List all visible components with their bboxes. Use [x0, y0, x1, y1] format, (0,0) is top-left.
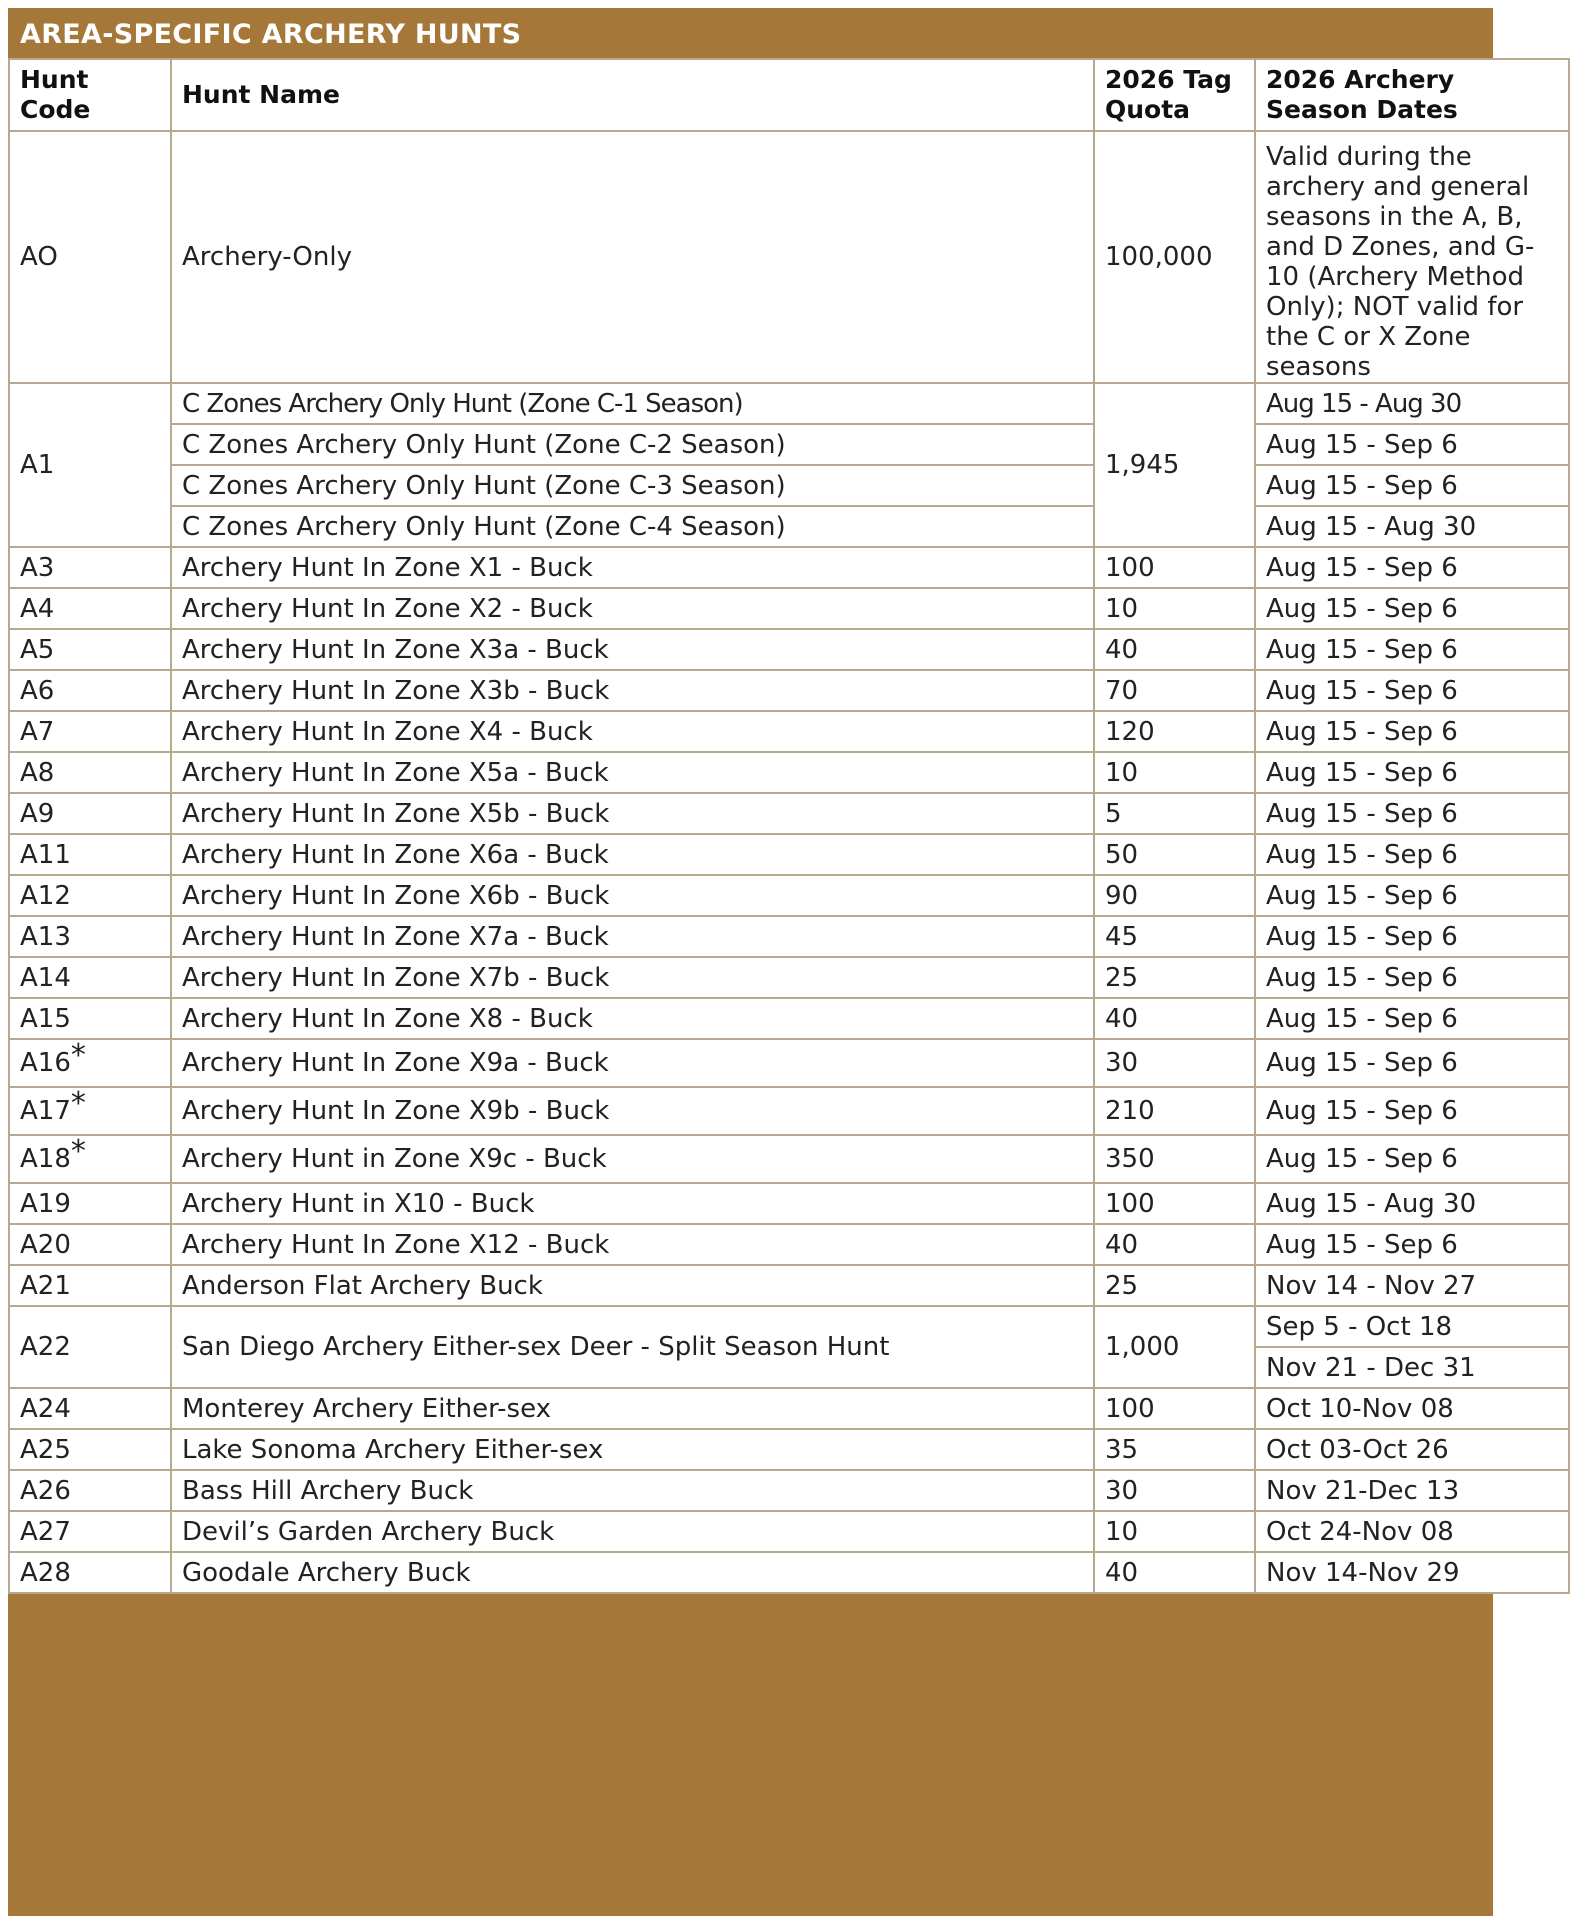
- table-row: [9, 1511, 1569, 1552]
- season-dates-cell: Aug 15 - Sep 6: [1255, 793, 1569, 834]
- asterisk-mark: *: [70, 1038, 86, 1073]
- table-row: [9, 1306, 1569, 1347]
- hunt-code-cell: A5: [9, 629, 171, 670]
- season-dates-cell: Aug 15 - Sep 6: [1255, 465, 1569, 506]
- table-row: [9, 793, 1569, 834]
- tag-quota-cell: 100,000: [1094, 131, 1255, 383]
- tag-quota-cell: 10: [1094, 1511, 1255, 1552]
- hunt-name-cell: Archery Hunt In Zone X6b - Buck: [171, 875, 1094, 916]
- hunt-code-cell: A26: [9, 1470, 171, 1511]
- tag-quota-cell: 25: [1094, 957, 1255, 998]
- table-row: [9, 1265, 1569, 1306]
- hunt-name-cell: Archery Hunt In Zone X9b - Buck: [171, 1087, 1094, 1135]
- table-row: [9, 1552, 1569, 1593]
- season-dates-cell: Oct 24-Nov 08: [1255, 1511, 1569, 1552]
- hunt-code-cell: A24: [9, 1388, 171, 1429]
- tag-quota-cell: 90: [1094, 875, 1255, 916]
- table-row: [9, 1087, 1569, 1135]
- table-row: [9, 1224, 1569, 1265]
- hunt-name-cell: Archery Hunt In Zone X4 - Buck: [171, 711, 1094, 752]
- season-dates-cell: Nov 21 - Dec 31: [1255, 1347, 1569, 1388]
- season-dates-cell: Aug 15 - Sep 6: [1255, 998, 1569, 1039]
- hunt-name-cell: Archery Hunt In Zone X1 - Buck: [171, 547, 1094, 588]
- tag-quota-cell: 10: [1094, 588, 1255, 629]
- hunt-name-cell: Archery Hunt in Zone X9c - Buck: [171, 1135, 1094, 1183]
- hunt-code-cell: [9, 1135, 171, 1183]
- hunt-name-cell: Devil’s Garden Archery Buck: [171, 1511, 1094, 1552]
- tag-quota-cell: 350: [1094, 1135, 1255, 1183]
- season-dates-cell: Aug 15 - Sep 6: [1255, 670, 1569, 711]
- hunt-code-cell: AO: [9, 131, 171, 383]
- table-row: [9, 1183, 1569, 1224]
- hunts-table: [8, 58, 1570, 1594]
- table-row: [9, 875, 1569, 916]
- hunt-code-cell: A15: [9, 998, 171, 1039]
- season-dates-cell: Aug 15 - Sep 6: [1255, 711, 1569, 752]
- header-hunt-code: Hunt Code: [9, 59, 171, 131]
- hunt-name-cell: C Zones Archery Only Hunt (Zone C-2 Season): [171, 424, 1094, 465]
- hunt-name-cell: Archery Hunt In Zone X5b - Buck: [171, 793, 1094, 834]
- header-tag-quota: 2026 Tag Quota: [1094, 59, 1255, 131]
- season-dates-cell: Valid during the archery and general seasons in the A, B, and D Zones, and G-10 (Archery Method Only); NOT valid for the C or X Zone seasons: [1255, 131, 1569, 383]
- tag-quota-cell: 100: [1094, 1183, 1255, 1224]
- tag-quota-cell: 100: [1094, 547, 1255, 588]
- hunt-code-cell: A3: [9, 547, 171, 588]
- hunt-name-cell: C Zones Archery Only Hunt (Zone C-1 Season): [171, 383, 1094, 424]
- hunt-name-cell: Lake Sonoma Archery Either-sex: [171, 1429, 1094, 1470]
- hunt-name-cell: Bass Hill Archery Buck: [171, 1470, 1094, 1511]
- hunt-code-cell: A12: [9, 875, 171, 916]
- asterisk-mark: *: [70, 1086, 86, 1121]
- season-dates-cell: Aug 15 - Sep 6: [1255, 1039, 1569, 1087]
- hunt-name-cell: Archery Hunt in X10 - Buck: [171, 1183, 1094, 1224]
- table-row: [9, 424, 1569, 465]
- tag-quota-cell: 5: [1094, 793, 1255, 834]
- table-row: [9, 465, 1569, 506]
- hunt-name-cell: Archery Hunt In Zone X5a - Buck: [171, 752, 1094, 793]
- tag-quota-cell: 10: [1094, 752, 1255, 793]
- season-dates-cell: Aug 15 - Aug 30: [1255, 1183, 1569, 1224]
- tag-quota-cell: 25: [1094, 1265, 1255, 1306]
- tag-quota-cell: 45: [1094, 916, 1255, 957]
- hunt-name-cell: Archery Hunt In Zone X3a - Buck: [171, 629, 1094, 670]
- hunt-name-cell: Archery Hunt In Zone X3b - Buck: [171, 670, 1094, 711]
- tag-quota-cell: 30: [1094, 1470, 1255, 1511]
- tag-quota-cell: 35: [1094, 1429, 1255, 1470]
- hunt-code-cell: A28: [9, 1552, 171, 1593]
- hunt-name-cell: Archery Hunt In Zone X7a - Buck: [171, 916, 1094, 957]
- tag-quota-cell: 50: [1094, 834, 1255, 875]
- table-row: [9, 957, 1569, 998]
- season-dates-cell: Oct 03-Oct 26: [1255, 1429, 1569, 1470]
- hunt-name-cell: C Zones Archery Only Hunt (Zone C-3 Season): [171, 465, 1094, 506]
- season-dates-cell: Aug 15 - Aug 30: [1255, 506, 1569, 547]
- season-dates-cell: Aug 15 - Sep 6: [1255, 752, 1569, 793]
- table-row: [9, 383, 1569, 424]
- table-row: [9, 131, 1569, 383]
- season-dates-cell: Aug 15 - Sep 6: [1255, 834, 1569, 875]
- season-dates-cell: Aug 15 - Sep 6: [1255, 1135, 1569, 1183]
- hunt-name-cell: Archery Hunt In Zone X6a - Buck: [171, 834, 1094, 875]
- tag-quota-cell: 40: [1094, 998, 1255, 1039]
- hunt-name-cell: Archery Hunt In Zone X2 - Buck: [171, 588, 1094, 629]
- table-row: [9, 998, 1569, 1039]
- hunt-name-cell: C Zones Archery Only Hunt (Zone C-4 Season): [171, 506, 1094, 547]
- tag-quota-cell: 120: [1094, 711, 1255, 752]
- tag-quota-cell: 210: [1094, 1087, 1255, 1135]
- tag-quota-cell: 100: [1094, 1388, 1255, 1429]
- hunt-code-cell: A21: [9, 1265, 171, 1306]
- table-row: [9, 547, 1569, 588]
- season-dates-cell: Aug 15 - Sep 6: [1255, 547, 1569, 588]
- season-dates-cell: Sep 5 - Oct 18: [1255, 1306, 1569, 1347]
- table-row: [9, 1388, 1569, 1429]
- tag-quota-cell: 40: [1094, 629, 1255, 670]
- table-row: [9, 834, 1569, 875]
- hunt-name-cell: Goodale Archery Buck: [171, 1552, 1094, 1593]
- season-dates-cell: Aug 15 - Sep 6: [1255, 1087, 1569, 1135]
- tag-quota-cell: 30: [1094, 1039, 1255, 1087]
- table-row: [9, 916, 1569, 957]
- asterisk-mark: *: [70, 1134, 86, 1169]
- hunt-code-cell: A7: [9, 711, 171, 752]
- hunt-name-cell: Archery Hunt In Zone X8 - Buck: [171, 998, 1094, 1039]
- hunt-code-cell: [9, 1039, 171, 1087]
- season-dates-cell: Aug 15 - Sep 6: [1255, 424, 1569, 465]
- hunt-code-cell: A11: [9, 834, 171, 875]
- hunt-name-cell: San Diego Archery Either-sex Deer - Split Season Hunt: [171, 1306, 1094, 1388]
- table-row: [9, 588, 1569, 629]
- archery-hunts-table-panel: [8, 8, 1535, 1916]
- hunt-name-cell: Anderson Flat Archery Buck: [171, 1265, 1094, 1306]
- table-row: [9, 670, 1569, 711]
- season-dates-cell: Nov 14 - Nov 27: [1255, 1265, 1569, 1306]
- hunt-code: A17: [20, 1096, 71, 1126]
- hunt-code-cell: A13: [9, 916, 171, 957]
- season-dates-cell: Nov 21-Dec 13: [1255, 1470, 1569, 1511]
- hunt-code: A18: [20, 1144, 71, 1174]
- table-row: [9, 1429, 1569, 1470]
- season-dates-cell: Aug 15 - Sep 6: [1255, 1224, 1569, 1265]
- table-row: [9, 1470, 1569, 1511]
- season-dates-cell: Aug 15 - Sep 6: [1255, 588, 1569, 629]
- hunt-code-cell: A22: [9, 1306, 171, 1388]
- season-dates-cell: Aug 15 - Sep 6: [1255, 916, 1569, 957]
- header-season-dates: 2026 Archery Season Dates: [1255, 59, 1569, 131]
- tag-quota-cell: 1,945: [1094, 383, 1255, 547]
- table-row: [9, 1135, 1569, 1183]
- table-row: [9, 711, 1569, 752]
- tag-quota-cell: 40: [1094, 1224, 1255, 1265]
- hunt-name-cell: Archery Hunt In Zone X7b - Buck: [171, 957, 1094, 998]
- header-hunt-name: Hunt Name: [171, 59, 1094, 131]
- hunt-code-cell: A4: [9, 588, 171, 629]
- hunt-name-cell: Archery Hunt In Zone X12 - Buck: [171, 1224, 1094, 1265]
- hunt-code-cell: A9: [9, 793, 171, 834]
- hunt-code-cell: A8: [9, 752, 171, 793]
- table-row: [9, 629, 1569, 670]
- table-row: [9, 506, 1569, 547]
- season-dates-cell: Aug 15 - Aug 30: [1255, 383, 1569, 424]
- header-row: [9, 59, 1569, 131]
- hunt-code: A16: [20, 1048, 71, 1078]
- table-row: [9, 1039, 1569, 1087]
- season-dates-cell: Aug 15 - Sep 6: [1255, 875, 1569, 916]
- hunt-code-cell: A14: [9, 957, 171, 998]
- hunt-code-cell: A27: [9, 1511, 171, 1552]
- hunt-code-cell: [9, 1087, 171, 1135]
- tag-quota-cell: 1,000: [1094, 1306, 1255, 1388]
- table-title: AREA-SPECIFIC ARCHERY HUNTS: [20, 19, 522, 50]
- tag-quota-cell: 40: [1094, 1552, 1255, 1593]
- tag-quota-cell: 70: [1094, 670, 1255, 711]
- hunt-code-cell: A6: [9, 670, 171, 711]
- table-row: [9, 752, 1569, 793]
- hunt-name-cell: Monterey Archery Either-sex: [171, 1388, 1094, 1429]
- season-dates-cell: Oct 10-Nov 08: [1255, 1388, 1569, 1429]
- hunt-code-cell: A19: [9, 1183, 171, 1224]
- hunt-name-cell: Archery-Only: [171, 131, 1094, 383]
- hunt-code-cell: A1: [9, 383, 171, 547]
- season-dates-cell: Nov 14-Nov 29: [1255, 1552, 1569, 1593]
- season-dates-cell: Aug 15 - Sep 6: [1255, 957, 1569, 998]
- hunt-code-cell: A25: [9, 1429, 171, 1470]
- hunt-name-cell: Archery Hunt In Zone X9a - Buck: [171, 1039, 1094, 1087]
- season-dates-cell: Aug 15 - Sep 6: [1255, 629, 1569, 670]
- hunt-code-cell: A20: [9, 1224, 171, 1265]
